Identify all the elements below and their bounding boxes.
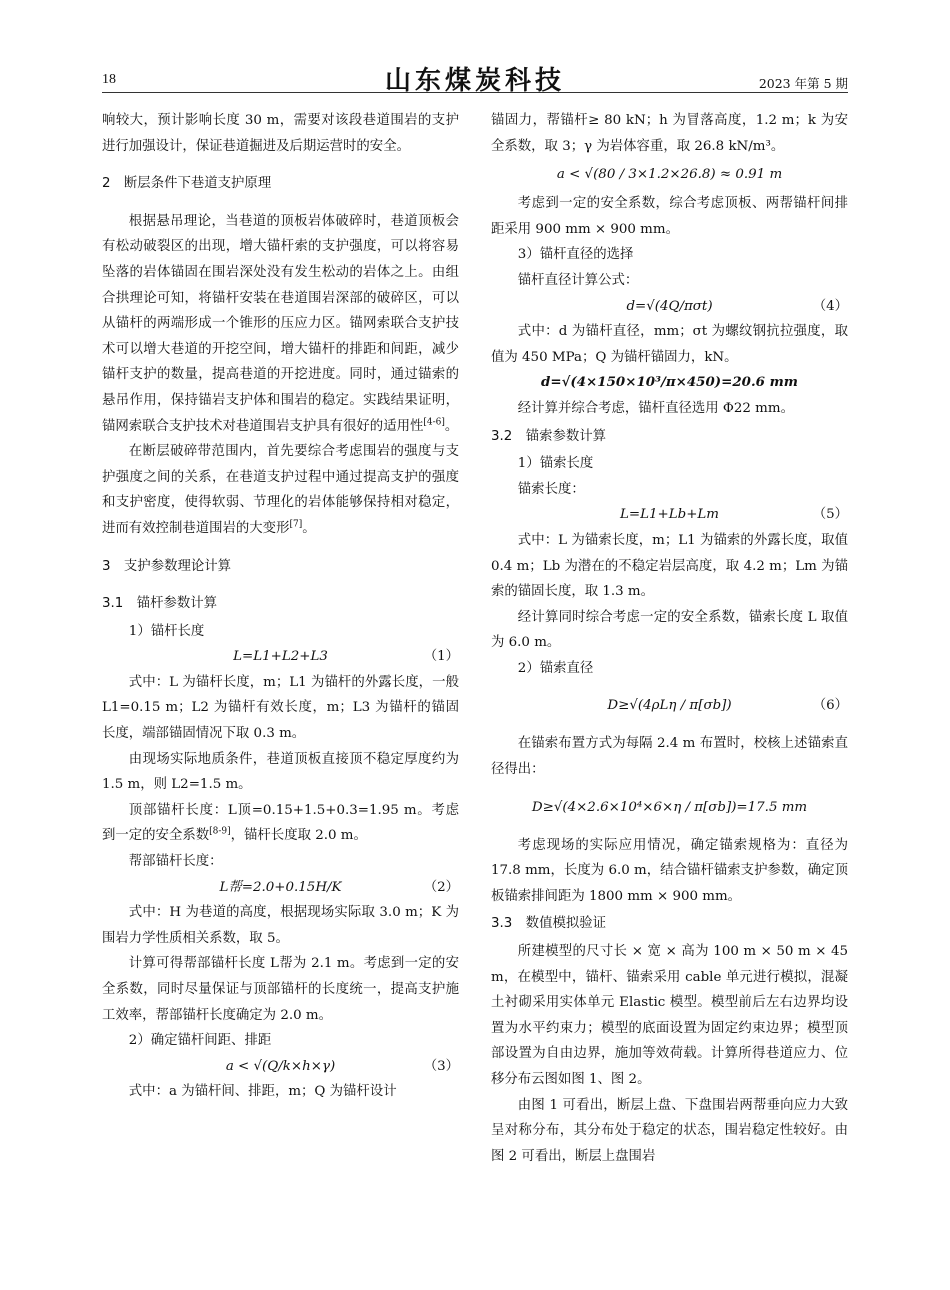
eq4-explanation: 式中：d 为锚杆直径，mm；σt 为螺纹钢抗拉强度，取值为 450 MPa；Q 为锚杆锚固力，kN。 xyxy=(491,324,848,365)
spacing-paragraph: 考虑到一定的安全系数，综合考虑顶板、两帮锚杆间排距采用 900 mm × 900 mm。 xyxy=(491,196,848,237)
sub-anchor-diameter: 3）锚杆直径的选择 xyxy=(517,247,634,263)
cable-spec-paragraph: 考虑现场的实际应用情况，确定锚索规格为：直径为 17.8 mm，长度为 6.0 m，结合锚杆锚索支护参数，确定顶板锚索排间距为 1800 mm × 900 mm。 xyxy=(491,837,848,904)
equation-4-solved: d=√(4×150×10³/π×450)=20.6 mm xyxy=(541,374,798,391)
equation-4: d=√(4Q/πσt) （4） xyxy=(626,298,848,314)
equation-6: D≥√(4ρLη / π[σb]) （6） xyxy=(607,698,848,714)
equation-2: L帮=2.0+0.15H/K （2） xyxy=(219,879,459,895)
sub-anchor-spacing: 2）确定锚杆间距、排距 xyxy=(128,1033,272,1049)
equation-3-solved: a < √(80 / 3×1.2×26.8) ≈ 0.91 m xyxy=(556,167,783,183)
continued-paragraph: 锚固力，帮锚杆≥ 80 kN；h 为冒落高度，1.2 m；k 为安全系数，取 3；γ 为岩体容重，取 26.8 kN/m³。 xyxy=(491,113,848,154)
citation: [7] xyxy=(289,519,303,530)
paragraph-2a: 根据悬吊理论，当巷道的顶板岩体破碎时，巷道顶板会有松动破裂区的出现，增大锚杆索的支护强度，可以将容易坠落的岩体锚固在围岩深处没有发生松动的岩体之上。由组合拱理论可知，将锚杆安装在巷道围岩深部的破碎区，可以从锚杆的两端形成一个锥形的压应力区。锚网索联合支护技术可以增大巷道的开挖空间，增大锚杆的排距和间距，减少锚杆支护的数量，提高巷道的开挖进度。同时，通过锚索的悬吊作用，保持锚岩支护体和围岩的稳定。实践结果证明，锚网索联合支护技术对巷道围岩支护具有很好的适用性[4-6]。 xyxy=(102,213,459,434)
sub-anchor-length: 1）锚杆长度 xyxy=(128,623,205,639)
check-paragraph: 在锚索布置方式为每隔 2.4 m 布置时，校核上述锚索直径得出： xyxy=(491,736,848,778)
sub-cable-diameter: 2）锚索直径 xyxy=(517,660,594,676)
eq2-explanation: 式中：H 为巷道的高度，根据现场实际取 3.0 m；K 为围岩力学性质相关系数，取 5。 xyxy=(102,905,459,946)
model-paragraph: 所建模型的尺寸长 × 宽 × 高为 100 m × 50 m × 45 m，在模型中，锚杆、锚索采用 cable 单元进行模拟，混凝土衬砌采用实体单元 Elastic 模型。模型前后左右边界均设置为水平约束力；模型的底面设置为固定约束边界；模型顶部设置为自由边界，施加等效荷载。计算所得巷道应力、位移分布云图如图 1、图 2。 xyxy=(491,944,848,1087)
sub-cable-length: 1）锚索长度 xyxy=(517,456,594,472)
equation-1: L=L1+L2+L3 （1） xyxy=(233,649,459,665)
cable-length-label: 锚索长度： xyxy=(517,481,585,497)
issue-label: 2023 年第 5 期 xyxy=(758,76,848,91)
page-number: 18 xyxy=(102,72,116,87)
section-3-1-heading: 3.1 锚杆参数计算 xyxy=(102,596,218,612)
right-column xyxy=(491,108,848,1169)
page-header xyxy=(102,60,848,96)
section-2-heading: 2 断层条件下巷道支护原理 xyxy=(102,176,272,192)
eq1-explanation: 式中：L 为锚杆长度，m；L1 为锚杆的外露长度，一般 L1=0.15 m；L2 为锚杆有效长度，m；L3 为锚杆的锚固长度，端部锚固情况下取 0.3 m。 xyxy=(102,674,459,742)
figure-paragraph: 由图 1 可看出，断层上盘、下盘围岩两帮垂向应力大致呈对称分布，其分布处于稳定的状态，围岩稳定性较好。由图 2 可看出，断层上盘围岩 xyxy=(491,1097,848,1164)
cable-length-result: 经计算同时综合考虑一定的安全系数，锚索长度 L 取值为 6.0 m。 xyxy=(491,609,848,651)
side-anchor-label: 帮部锚杆长度： xyxy=(128,854,223,870)
l2-paragraph: 由现场实际地质条件，巷道顶板直接顶不稳定厚度约为 1.5 m，则 L2=1.5 m。 xyxy=(102,751,459,793)
eq5-explanation: 式中：L 为锚索长度，m；L1 为锚索的外露长度，取值 0.4 m；Lb 为潜在的不稳定岩层高度，取 4.2 m；Lm 为锚索的锚固长度，取 1.3 m。 xyxy=(491,532,848,600)
citation: [4-6] xyxy=(423,417,445,428)
left-column xyxy=(102,108,459,1105)
top-anchor-paragraph: 顶部锚杆长度：L顶=0.15+1.5+0.3=1.95 m。考虑到一定的安全系数[8-9]，锚杆长度取 2.0 m。 xyxy=(102,802,459,844)
diameter-formula-label: 锚杆直径计算公式： xyxy=(517,272,639,288)
side-length-paragraph: 计算可得帮部锚杆长度 L帮为 2.1 m。考虑到一定的安全系数，同时尽量保证与顶部锚杆的长度统一，提高支护施工效率，帮部锚杆长度确定为 2.0 m。 xyxy=(102,956,459,1023)
paragraph-2b: 在断层破碎带范围内，首先要综合考虑围岩的强度与支护强度之间的关系，在巷道支护过程中通过提高支护的强度和支护密度，使得软弱、节理化的岩体能够保持相对稳定，进而有效控制巷道围岩的大变形[7]。 xyxy=(102,444,459,536)
intro-paragraph: 响较大，预计影响长度 30 m，需要对该段巷道围岩的支护进行加强设计，保证巷道掘进及后期运营时的安全。 xyxy=(102,113,459,154)
equation-3: a < √(Q/k×h×γ) （3） xyxy=(225,1058,459,1074)
section-3-heading: 3 支护参数理论计算 xyxy=(102,558,232,574)
equation-5: L=L1+Lb+Lm （5） xyxy=(619,507,848,523)
equation-6-solved: D≥√(4×2.6×10⁴×6×η / π[σb])=17.5 mm xyxy=(531,799,808,815)
citation: [8-9] xyxy=(209,826,231,837)
section-3-2-heading: 3.2 锚索参数计算 xyxy=(491,428,607,444)
diameter-result: 经计算并综合考虑，锚杆直径选用 Φ22 mm。 xyxy=(517,400,794,416)
eq3-explanation: 式中：a 为锚杆间、排距，m；Q 为锚杆设计 xyxy=(128,1084,397,1100)
section-3-3-heading: 3.3 数值模拟验证 xyxy=(491,916,607,932)
journal-title: 山东煤炭科技 xyxy=(384,66,565,96)
